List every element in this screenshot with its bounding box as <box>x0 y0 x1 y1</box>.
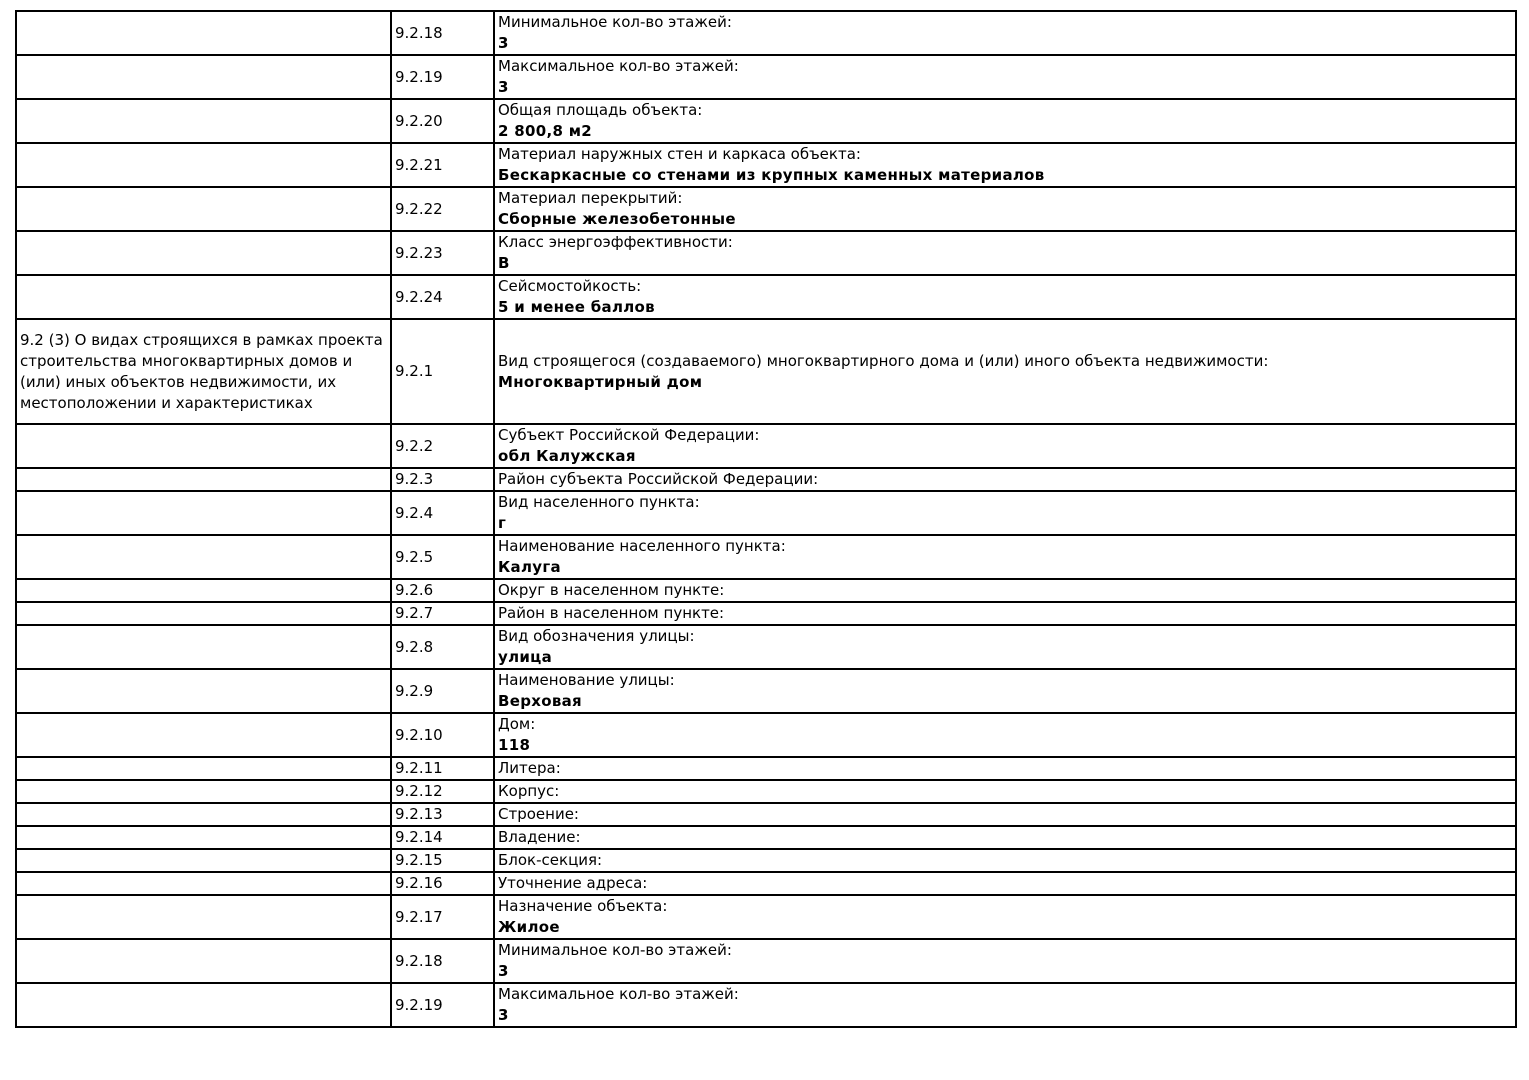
field-value: Многоквартирный дом <box>498 372 703 391</box>
field-label: Литера: <box>498 759 561 777</box>
field-cell <box>494 669 1516 713</box>
table-row <box>16 579 1516 602</box>
field-label: Материал перекрытий: <box>498 189 683 207</box>
table-row <box>16 849 1516 872</box>
field-cell <box>494 826 1516 849</box>
code-cell: 9.2.18 <box>391 11 494 55</box>
code-cell: 9.2.5 <box>391 535 494 579</box>
table-row <box>16 491 1516 535</box>
table-row <box>16 757 1516 780</box>
field-label: Максимальное кол-во этажей: <box>498 57 739 75</box>
field-value: г <box>498 514 507 532</box>
table-row <box>16 99 1516 143</box>
section-cell <box>16 275 391 319</box>
field-value: 2 800,8 м2 <box>498 122 593 140</box>
field-value: Жилое <box>498 918 560 936</box>
field-cell <box>494 491 1516 535</box>
field-value: 3 <box>498 962 509 980</box>
field-label: Район в населенном пункте: <box>498 604 725 622</box>
table-row <box>16 535 1516 579</box>
section-cell <box>16 143 391 187</box>
code-cell: 9.2.11 <box>391 757 494 780</box>
section-cell <box>16 11 391 55</box>
code-cell: 9.2.8 <box>391 625 494 669</box>
field-cell <box>494 11 1516 55</box>
field-value: 3 <box>498 1006 509 1024</box>
section-cell: 9.2 (3) О видах строящихся в рамках проекта строительства многоквартирных домов и (или) иных объектов недвижимости, их местоположении и характеристиках <box>16 319 391 424</box>
field-cell <box>494 187 1516 231</box>
declaration-table <box>15 10 1517 1028</box>
field-label: Вид строящегося (создаваемого) многоквартирного дома и (или) иного объекта недвижимости: <box>498 351 1269 370</box>
field-label: Минимальное кол-во этажей: <box>498 13 732 31</box>
code-cell: 9.2.22 <box>391 187 494 231</box>
field-label: Вид обозначения улицы: <box>498 627 695 645</box>
code-cell: 9.2.21 <box>391 143 494 187</box>
section-cell <box>16 187 391 231</box>
section-cell <box>16 602 391 625</box>
section-cell <box>16 99 391 143</box>
field-value: 118 <box>498 736 531 754</box>
section-cell <box>16 803 391 826</box>
section-cell <box>16 625 391 669</box>
field-cell <box>494 579 1516 602</box>
field-value: Калуга <box>498 558 561 576</box>
field-cell <box>494 757 1516 780</box>
field-cell <box>494 468 1516 491</box>
table-row <box>16 625 1516 669</box>
section-cell <box>16 468 391 491</box>
field-cell <box>494 939 1516 983</box>
field-value: Бескаркасные со стенами из крупных каменных материалов <box>498 166 1045 184</box>
field-cell <box>494 99 1516 143</box>
code-cell: 9.2.15 <box>391 849 494 872</box>
code-cell: 9.2.14 <box>391 826 494 849</box>
section-cell <box>16 424 391 468</box>
table-row <box>16 803 1516 826</box>
field-label: Дом: <box>498 715 536 733</box>
table-row <box>16 602 1516 625</box>
section-cell <box>16 579 391 602</box>
field-cell <box>494 319 1516 424</box>
table-row <box>16 231 1516 275</box>
field-label: Наименование населенного пункта: <box>498 537 786 555</box>
code-cell: 9.2.19 <box>391 983 494 1027</box>
code-cell: 9.2.1 <box>391 319 494 424</box>
code-cell: 9.2.2 <box>391 424 494 468</box>
field-cell <box>494 231 1516 275</box>
field-cell <box>494 275 1516 319</box>
field-label: Субъект Российской Федерации: <box>498 426 760 444</box>
field-cell <box>494 143 1516 187</box>
code-cell: 9.2.20 <box>391 99 494 143</box>
table-row <box>16 275 1516 319</box>
field-label: Класс энергоэффективности: <box>498 233 733 251</box>
field-label: Вид населенного пункта: <box>498 493 700 511</box>
section-cell <box>16 231 391 275</box>
code-cell: 9.2.7 <box>391 602 494 625</box>
field-label: Блок-секция: <box>498 851 603 869</box>
section-cell <box>16 669 391 713</box>
field-label: Общая площадь объекта: <box>498 101 703 119</box>
code-cell: 9.2.4 <box>391 491 494 535</box>
field-label: Назначение объекта: <box>498 897 668 915</box>
code-cell: 9.2.17 <box>391 895 494 939</box>
section-cell <box>16 780 391 803</box>
field-cell <box>494 424 1516 468</box>
section-cell <box>16 491 391 535</box>
table-row <box>16 780 1516 803</box>
field-label: Корпус: <box>498 782 560 800</box>
field-label: Сейсмостойкость: <box>498 277 642 295</box>
code-cell: 9.2.10 <box>391 713 494 757</box>
field-value: обл Калужская <box>498 447 636 465</box>
section-cell <box>16 895 391 939</box>
code-cell: 9.2.9 <box>391 669 494 713</box>
field-cell <box>494 983 1516 1027</box>
field-cell <box>494 602 1516 625</box>
section-cell <box>16 849 391 872</box>
field-label: Район субъекта Российской Федерации: <box>498 470 819 488</box>
table-row <box>16 895 1516 939</box>
field-cell <box>494 713 1516 757</box>
field-label: Максимальное кол-во этажей: <box>498 985 739 1003</box>
field-cell <box>494 535 1516 579</box>
code-cell: 9.2.3 <box>391 468 494 491</box>
code-cell: 9.2.18 <box>391 939 494 983</box>
code-cell: 9.2.6 <box>391 579 494 602</box>
section-cell <box>16 983 391 1027</box>
field-value: Сборные железобетонные <box>498 210 736 228</box>
field-cell <box>494 803 1516 826</box>
field-cell <box>494 849 1516 872</box>
section-cell <box>16 757 391 780</box>
field-label: Владение: <box>498 828 581 846</box>
section-cell <box>16 939 391 983</box>
field-label: Минимальное кол-во этажей: <box>498 941 732 959</box>
field-label: Материал наружных стен и каркаса объекта: <box>498 145 861 163</box>
field-value: улица <box>498 648 553 666</box>
field-cell <box>494 872 1516 895</box>
code-cell: 9.2.12 <box>391 780 494 803</box>
code-cell: 9.2.16 <box>391 872 494 895</box>
field-value: 3 <box>498 34 509 52</box>
field-value: 5 и менее баллов <box>498 298 655 316</box>
table-row <box>16 424 1516 468</box>
field-value: B <box>498 254 510 272</box>
table-row <box>16 983 1516 1027</box>
code-cell: 9.2.19 <box>391 55 494 99</box>
code-cell: 9.2.24 <box>391 275 494 319</box>
field-value: Верховая <box>498 692 582 710</box>
section-cell <box>16 713 391 757</box>
field-cell <box>494 55 1516 99</box>
field-label: Наименование улицы: <box>498 671 675 689</box>
table-row <box>16 713 1516 757</box>
table-row <box>16 187 1516 231</box>
section-cell <box>16 826 391 849</box>
table-row <box>16 826 1516 849</box>
field-cell <box>494 625 1516 669</box>
table-row <box>16 143 1516 187</box>
field-label: Округ в населенном пункте: <box>498 581 725 599</box>
field-label: Строение: <box>498 805 579 823</box>
table-row <box>16 55 1516 99</box>
table-row <box>16 669 1516 713</box>
table-row <box>16 939 1516 983</box>
section-cell <box>16 55 391 99</box>
section-cell <box>16 535 391 579</box>
field-label: Уточнение адреса: <box>498 874 648 892</box>
table-row <box>16 468 1516 491</box>
field-value: 3 <box>498 78 509 96</box>
table-row <box>16 11 1516 55</box>
table-row <box>16 872 1516 895</box>
code-cell: 9.2.13 <box>391 803 494 826</box>
field-cell <box>494 895 1516 939</box>
table-row <box>16 319 1516 424</box>
code-cell: 9.2.23 <box>391 231 494 275</box>
field-cell <box>494 780 1516 803</box>
table-body <box>16 11 1516 1027</box>
section-cell <box>16 872 391 895</box>
